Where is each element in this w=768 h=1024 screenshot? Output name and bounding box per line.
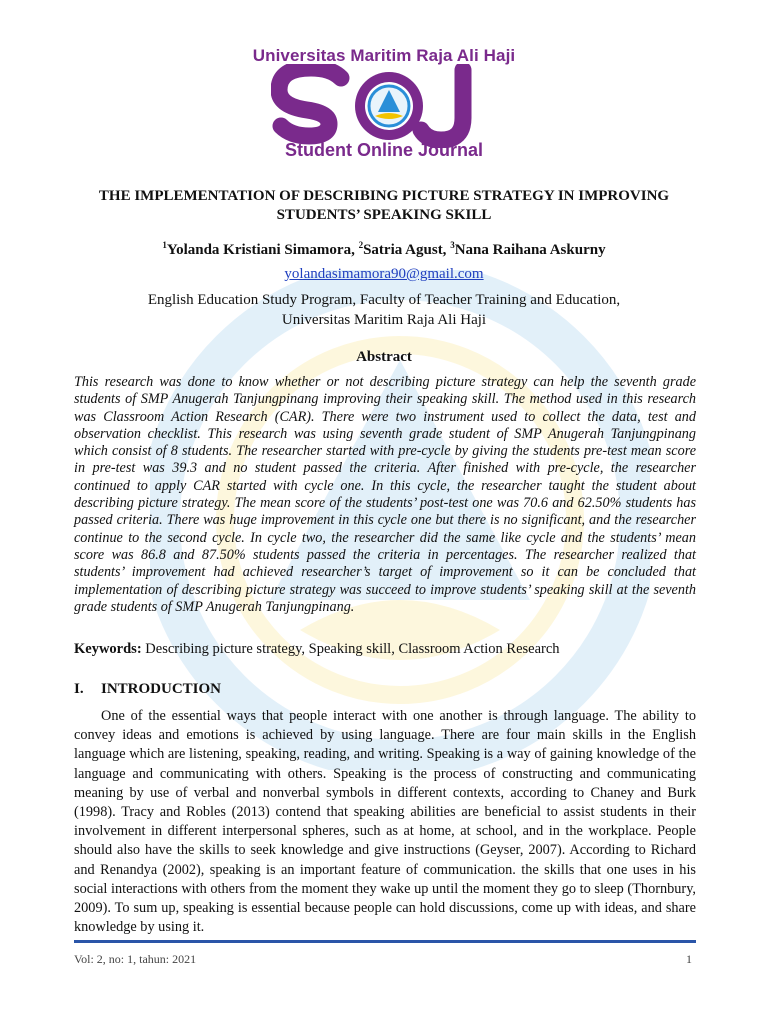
- email-line: [0, 266, 768, 283]
- keywords: [74, 641, 696, 658]
- abstract-text: This research was done to know whether or not describing picture strategy can help the seventh grade students of SMP Anugerah Tanjungpinang improving their speaking skill. The method used in this research was Classroom Action Research (CAR). There were two instrument used to collect the data, test and observation checklist. This research was using seventh grade student of SMP Anugerah Tanjungpinang which consist of 8 students. The researcher started with pre-cycle by giving the students pre-test mean score in pre-test was 39.3 and no student passed the criteria. After finished with pre-cycle, the researcher continued to apply CAR started with cycle one. In this cycle, the researcher taught the student about describing picture strategy. The mean score of the students’ post-test one was 70.6 and 62.50% students has passed criteria. There was huge improvement in this cycle one but there is no significant, and the researcher continue to the second cycle. In cycle two, the researcher did the same like cycle and the students’ mean score was 86.8 and 87.50% students passed the criteria in percentages. The researcher realized that students’ improvement had achieved researcher’s target of improvement so it can be concluded that implementation of describing picture strategy was succeed to improve students’ speaking skill at the seventh grade students of SMP Anugerah Tanjungpinang.: [74, 374, 696, 615]
- author-name: Nana Raihana Askurny: [454, 242, 606, 258]
- keywords-label: Keywords:: [74, 641, 142, 657]
- page-number: 1: [686, 952, 692, 966]
- author-name: Yolanda Kristiani Simamora,: [166, 242, 355, 258]
- section-title: INTRODUCTION: [101, 681, 222, 697]
- section-heading-introduction: [74, 681, 221, 698]
- soj-logo: [271, 64, 497, 148]
- section-number: I.: [74, 681, 84, 697]
- affiliation-line-2: Universitas Maritim Raja Ali Haji: [281, 312, 487, 328]
- author-superscript: 1: [162, 240, 167, 250]
- affiliation: [0, 290, 768, 330]
- journal-name: Student Online Journal: [284, 140, 483, 160]
- author-list: [0, 240, 768, 259]
- author-superscript: 3: [450, 240, 455, 250]
- footer-volume: Vol: 2, no: 1, tahun: 2021: [74, 952, 197, 966]
- paper-title: THE IMPLEMENTATION OF DESCRIBING PICTURE STRATEGY IN IMPROVING STUDENTS’ SPEAKING SKILL: [98, 188, 670, 223]
- author-superscript: 2: [358, 240, 364, 250]
- keywords-text: Describing picture strategy, Speaking skill, Classroom Action Research: [145, 641, 560, 657]
- author-email-link[interactable]: yolandasimamora90@gmail.com: [284, 266, 484, 282]
- affiliation-line-1: English Education Study Program, Faculty of Teacher Training and Education,: [147, 292, 621, 308]
- footer-divider: [74, 940, 696, 943]
- university-name: Universitas Maritim Raja Ali Haji: [252, 46, 516, 65]
- introduction-paragraph: One of the essential ways that people interact with one another is through language. The ability to convey ideas and emotions is achieved by using language. There are four main skills in the English language which are listening, speaking, reading, and writing. Speaking is a way of gaining knowledge of the language and communicating with others. Speaking is the process of constructing and communicating meaning by use of verbal and nonverbal symbols in different contexts, according to Chaney and Burk (1998). Tracy and Robles (2013) contend that speaking abilities are beneficial to assist students in their involvement in different interpersonal spheres, such as at home, at school, and in the workplace. People should also have the skills to seek knowledge and give instructions (Geyser, 2007). According to Richard and Renandya (2002), speaking is an important feature of communication. the skills that one uses in his social interactions with others from the moment they wake up until the moment they go to sleep (Thornbury, 2009). To sum up, speaking is essential because people can hold discussions, come up with ideas, and share knowledge by using it.: [74, 708, 696, 936]
- abstract-heading: Abstract: [356, 349, 412, 365]
- author-name: Satria Agust,: [363, 242, 447, 258]
